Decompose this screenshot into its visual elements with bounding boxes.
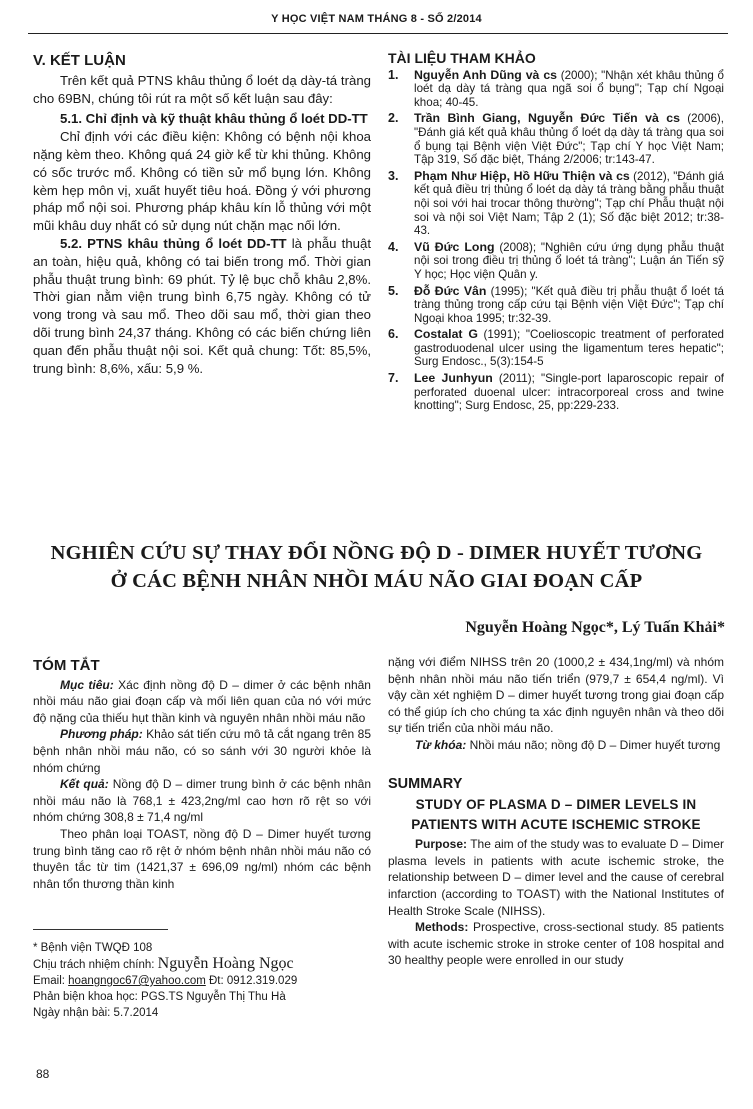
abstract-keywords (388, 737, 724, 754)
reference-item (388, 241, 724, 282)
reference-number: 6. (388, 327, 399, 342)
abstract-method-label: Phương pháp: (60, 727, 143, 742)
summary-purpose (388, 836, 724, 919)
footnote-responsible-label: Chịu trách nhiệm chính: (33, 959, 158, 971)
reference-text: (2008); "Nghiên cứu ứng dụng phẫu thuật nội soi trong điều trị thủng ổ loét tá tràng"; Luận án Tiến sỹ Y học; Học viện Quân y. (414, 240, 725, 281)
abstract-result (33, 776, 371, 826)
abstract-continued-text: nặng với điểm NIHSS trên 20 (1000,2 ± 434,1ng/ml) và nhóm bệnh nhân nhồi máu não tiến triển (979,7 ± 654,4 ng/ml). Vì vậy cần xét nghiệm D – dimer huyết tương trong giai đoạn cấp có thể giúp ích cho chúng ta xác định nguyên nhân và theo dõi sự tiến triển của nhồi máu não. (388, 655, 724, 736)
reference-number: 5. (388, 283, 399, 298)
article-title-line2: Ở CÁC BỆNH NHÂN NHỒI MÁU NÃO GIAI ĐOẠN CẤP (110, 570, 643, 592)
conclusion-s1-text: Chỉ định với các điều kiện: Không có bệnh nội khoa nặng kèm theo. Không quá 24 giờ kể từ khi thủng. Không có sốc trước mổ. Không có tiền sử mổ bụng lớn. Không kèm hẹp môn vị, xuất huyết tiêu hoá. Đồng ý với phương pháp mổ nội soi. Phương pháp khâu kín lỗ thủng với một mũi khâu duy nhất có sử dụng nút chặn mạc nối lớn. (33, 129, 371, 234)
reference-text: (2011); "Single-port laparoscopic repair of perforated duoenal ulcer: intracorporeal cross and twine knotting"; Surg Endosc, 25, pp:229-233. (414, 372, 725, 413)
reference-item (388, 328, 724, 369)
abstract-keywords-label: Từ khóa: (415, 737, 467, 752)
reference-text: (1991); "Coelioscopic treatment of perforated gastroduodenal ulcer using the ligamentum teres hepatic"; Surg Endosc., 5(3):154-5 (414, 328, 724, 369)
summary-purpose-label: Purpose: (415, 837, 468, 852)
conclusion-intro: Trên kết quả PTNS khâu thủng ổ loét dạ dày-tá tràng cho 69BN, chúng tôi rút ra một số kết luận sau đây: (33, 72, 371, 106)
reference-number: 1. (388, 67, 399, 82)
footnote-email-label: Email: (33, 975, 69, 987)
reference-number: 4. (388, 239, 399, 254)
reference-authors: Nguyễn Anh Dũng và cs (414, 67, 557, 82)
abstract-continued (388, 654, 724, 969)
references-list (388, 69, 724, 413)
abstract-aim-label: Mục tiêu: (60, 677, 114, 692)
summary-methods-label: Methods: (415, 920, 469, 935)
footnote-received: Ngày nhận bài: 5.7.2014 (33, 1007, 159, 1019)
reference-item (388, 112, 724, 166)
footnote-responsible-name: Nguyễn Hoàng Ngọc (157, 955, 294, 972)
conclusion-s2-text: là phẫu thuật an toàn, hiệu quả, không có tai biến trong mổ. Thời gian phẫu thuật trung bình: 69 phút. Tỷ lệ bục chỗ khâu 2,8%. Thời gian nằm viện trung bình 6,75 ngày. Không có tử vong trong và sau mổ. Theo dõi sau mổ, thời gian theo dõi trung bình 24,37 tháng. Không có các biến chứng liên quan đến phẫu thuật nội soi. Kết quả chung: Tốt: 85,5%, trung bình: 8,6%, xấu: 5,9 %. (33, 235, 371, 376)
abstract-toast: Theo phân loại TOAST, nồng độ D – Dimer huyết tương trung bình tăng cao rõ rệt ở nhóm bệnh nhân nhồi máu não có thuyên tắc từ tim (1421,37 ± 696,09 ng/ml) nhóm các bệnh nhân tổn thương thần kinh (33, 826, 371, 891)
page-number: 88 (36, 1067, 50, 1081)
abstract-aim (33, 677, 371, 727)
footnote-phone: Đt: 0912.319.029 (205, 975, 298, 987)
footnote (33, 940, 371, 1021)
article-authors: Nguyễn Hoàng Ngọc*, Lý Tuấn Khải* (465, 619, 725, 636)
conclusion-heading: V. KẾT LUẬN (33, 52, 126, 69)
reference-text: (2000); "Nhận xét khâu thủng ổ loét dạ dày tá tràng qua ngã soi ổ bụng"; Tạp chí Ngoại khoa; 40-45. (414, 68, 724, 109)
reference-authors: Phạm Như Hiệp, Hồ Hữu Thiện và cs (414, 168, 630, 183)
reference-authors: Đỗ Đức Vân (414, 283, 487, 298)
reference-item (388, 170, 724, 238)
footnote-affiliation: * Bệnh viện TWQĐ 108 (33, 942, 153, 954)
reference-number: 2. (388, 111, 399, 126)
reference-authors: Lee Junhyun (414, 371, 493, 386)
summary-methods (388, 919, 724, 969)
summary-heading: SUMMARY (388, 775, 463, 792)
footnote-email-link[interactable]: hoangngoc67@yahoo.com (68, 975, 206, 987)
reference-number: 7. (388, 371, 399, 386)
reference-authors: Vũ Đức Long (414, 239, 495, 254)
reference-authors: Trần Bình Giang, Nguyễn Đức Tiến và cs (414, 111, 680, 126)
abstract-result-text: Nồng độ D – dimer trung bình ở các bệnh nhân nhồi máu não là 768,1 ± 423,2ng/ml cao hơn rõ rệt so với nhóm chứng 308,8 ± 71,4 ng/ml (33, 777, 372, 825)
conclusion-section (33, 52, 371, 377)
footnote-responsible (33, 956, 371, 973)
reference-text: (2012), "Đánh giá kết quả điều trị thủng ổ loét dạ dày tá tràng bằng phẫu thuật nội soi với hai trocar thông thường"; Tạp chí Phẫu thuật nội soi và nội soi Việt Nam; Tập 2 (1); Số đặc biệt 2012; tr:38-43. (414, 169, 724, 238)
footnote-contact (33, 973, 371, 989)
reference-number: 3. (388, 168, 399, 183)
summary-purpose-text: The aim of the study was to evaluate D – Dimer plasma levels in patients with acute ischemic stroke, the relationship between D – dimer level and the cause of cerebral infarction (according to TOAST) with the National Institutes of Health Stroke Scale (NIHSS). (388, 837, 724, 918)
article-title-line1: NGHIÊN CỨU SỰ THAY ĐỔI NỒNG ĐỘ D - DIMER HUYẾT TƯƠNG (50, 542, 703, 564)
abstract-aim-text: Xác định nồng độ D – dimer ở các bệnh nhân nhồi máu não giai đoạn cấp và mối liên quan của nó với mức độ nặng của thiếu hụt thần kinh và nguyên nhân nhồi máu não (33, 677, 371, 725)
abstract-heading: TÓM TẮT (33, 657, 100, 674)
reference-item (388, 285, 724, 326)
summary-title-line1: STUDY OF PLASMA D – DIMER LEVELS IN (415, 797, 697, 813)
references-section (388, 52, 724, 416)
abstract-result-label: Kết quả: (60, 777, 109, 792)
references-heading: TÀI LIỆU THAM KHẢO (388, 50, 536, 66)
conclusion-s2-paragraph (33, 235, 371, 377)
reference-item (388, 372, 724, 413)
abstract-method-text: Khảo sát tiến cứu mô tả cắt ngang trên 85 bệnh nhân nhồi máu não, có so sánh với 30 người khỏe là nhóm chứng (33, 727, 371, 775)
footnote-reviewer: Phản biện khoa học: PGS.TS Nguyễn Thị Thu Hà (33, 991, 286, 1003)
abstract-section (33, 658, 371, 892)
reference-item (388, 69, 724, 110)
conclusion-s1-heading: 5.1. Chỉ định và kỹ thuật khâu thủng ổ loét DD-TT (60, 111, 368, 127)
header-rule (28, 33, 728, 34)
reference-text: (2006), "Đánh giá kết quả khâu thủng ổ loét dạ dày tá tràng qua soi ổ bụng tại Bệnh viện Việt Đức"; Tạp chí Y học Việt Nam; Tập 319, Số đặc biệt, Tháng 2/2006; tr:143-47. (414, 112, 724, 167)
abstract-keywords-text: Nhồi máu não; nồng độ D – Dimer huyết tương (466, 737, 721, 752)
conclusion-s2-heading: 5.2. PTNS khâu thủng ổ loét DD-TT (60, 235, 287, 251)
running-header: Y HỌC VIỆT NAM THÁNG 8 - SỐ 2/2014 (271, 13, 482, 25)
reference-text: (1995); "Kết quả điều trị phẫu thuật ổ loét tá tràng thủng trong cấp cứu tại Bệnh viện Việt Đức"; Tạp chí Ngoại khoa 1995; tr:32-39. (414, 284, 724, 325)
summary-methods-text: Prospective, cross-sectional study. 85 patients with acute ischemic stroke in stroke center of 108 hospital and 30 healthy people were enrolled in our study (388, 920, 724, 968)
reference-authors: Costalat G (414, 327, 478, 342)
summary-title-line2: PATIENTS WITH ACUTE ISCHEMIC STROKE (411, 817, 701, 833)
abstract-method (33, 726, 371, 776)
footnote-rule (33, 929, 168, 930)
